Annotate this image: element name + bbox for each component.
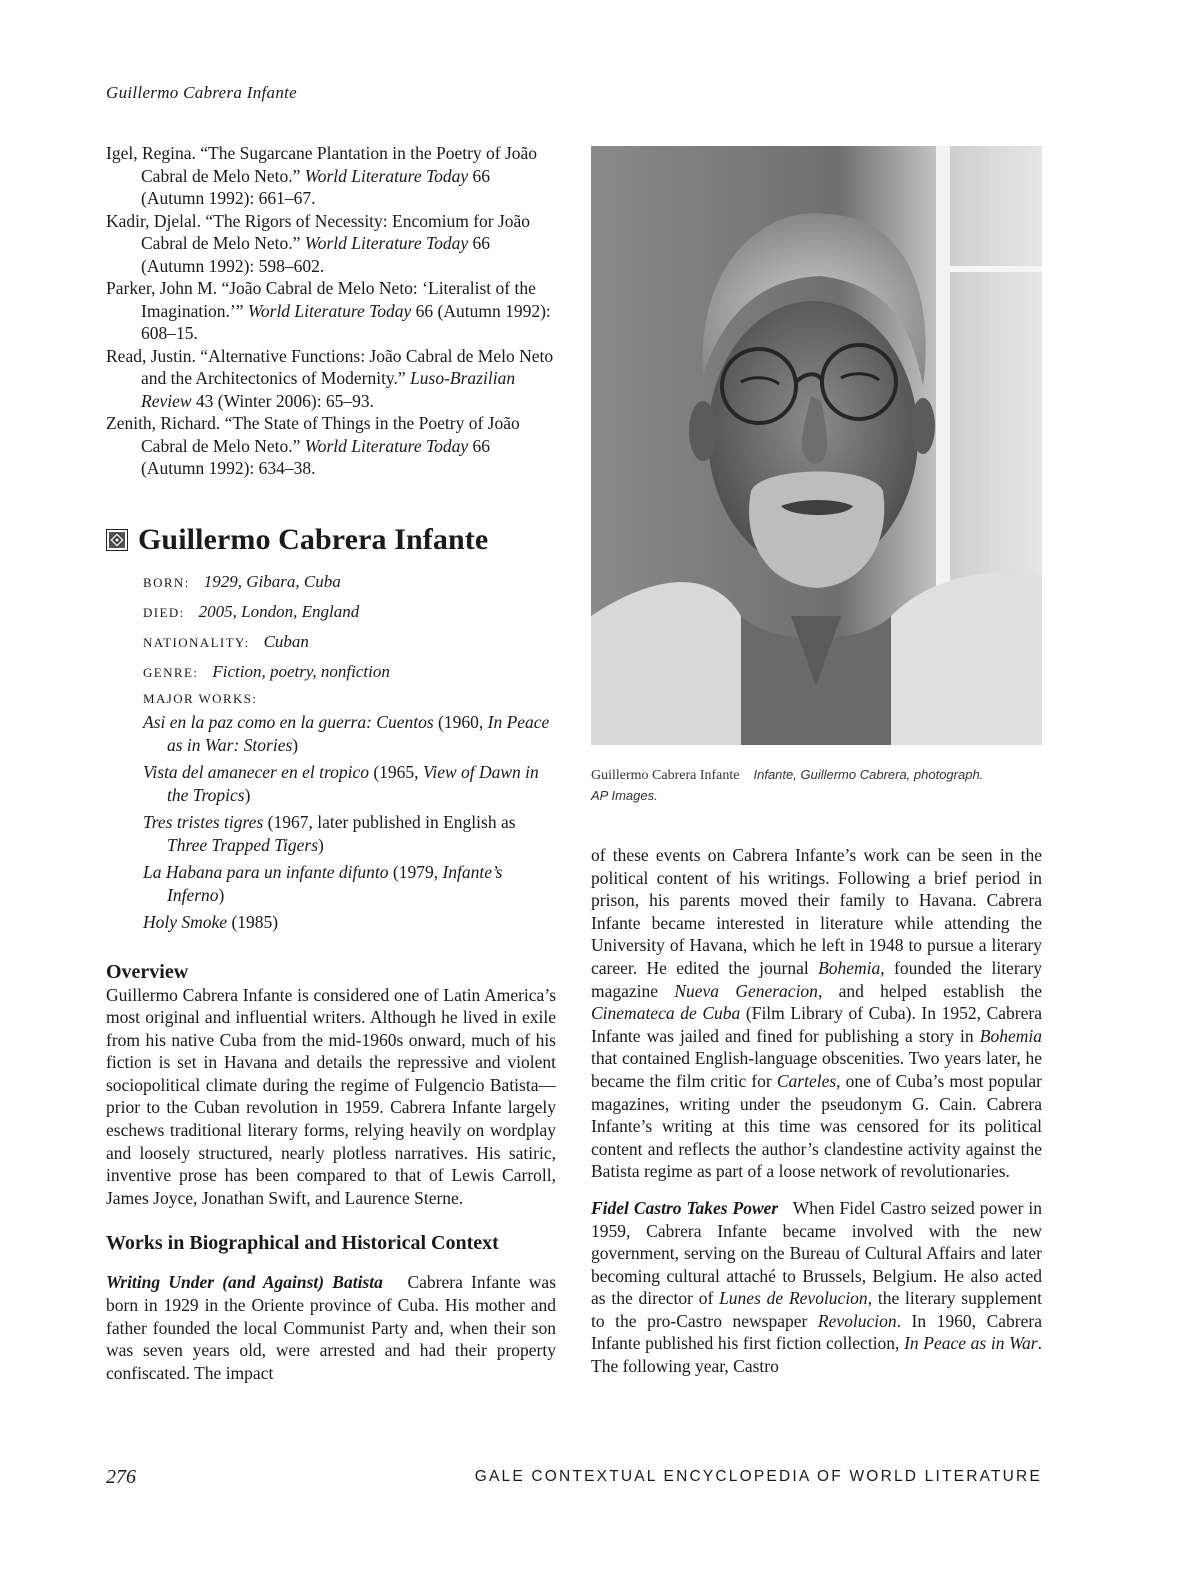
- fact-value: Fiction, poetry, nonfiction: [212, 661, 390, 681]
- fact-label: GENRE:: [143, 664, 199, 680]
- work-title: Holy Smoke: [143, 911, 228, 932]
- reference-item: [106, 210, 556, 278]
- fact-genre: [143, 661, 556, 683]
- fact-label: BORN:: [143, 574, 190, 590]
- publication-title: Nueva Generacion: [674, 980, 818, 1001]
- work-note-end: ): [244, 784, 251, 805]
- entry-heading: [106, 523, 556, 557]
- reference-journal: World Literature Today: [304, 435, 469, 456]
- work-title: Asi en la paz como en la guerra: Cuentos: [143, 711, 434, 732]
- work-note: (1985): [227, 911, 279, 932]
- reference-citation: 66 (Autumn 1992): 634–38.: [141, 435, 491, 478]
- reference-journal: World Literature Today: [304, 233, 469, 253]
- publication-title: In Peace as in War: [904, 1333, 1038, 1354]
- reference-text: Kadir, Djelal. “The Rigors of Necessity: Encomium for João Cabral de Melo Neto.”: [106, 210, 531, 253]
- fact-box: [106, 571, 556, 707]
- work-title: Vista del amanecer en el tropico: [143, 761, 369, 782]
- work-note: (1967, later published in English as: [263, 811, 516, 832]
- major-work-item: [143, 911, 556, 934]
- work-note: (1960,: [433, 711, 488, 732]
- publication-title: Bohemia: [818, 957, 881, 978]
- book-title: GALE CONTEXTUAL ENCYCLOPEDIA OF WORLD LITERATURE: [474, 1468, 1042, 1485]
- overview-text: Guillermo Cabrera Infante is considered one of Latin America’s most original and influential writers. Although he lived in exile from his native Cuba from the mid-1960s onward, much of his fiction is set in Havana and details the repressive and violent sociopolitical climate during the regime of Fulgencio Batista—prior to the Cuban revolution in 1959. Cabrera Infante largely eschews traditional literary forms, relying heavily on wordplay and loosely structured, nearly plotless narratives. His satiric, inventive prose has been compared to that of Lewis Carroll, James Joyce, Jonathan Swift, and Laurence Sterne.: [106, 984, 556, 1208]
- work-alt-title: Three Trapped Tigers: [167, 834, 319, 855]
- photo-caption: [591, 765, 1042, 806]
- right-column: [591, 146, 1042, 1378]
- major-work-item: [143, 711, 556, 757]
- fact-nationality: [143, 631, 556, 653]
- publication-title: Revolucion: [817, 1310, 897, 1331]
- work-alt-title: Infante’s Inferno: [167, 861, 503, 905]
- major-work-item: [143, 811, 556, 857]
- work-alt-title: In Peace as in War: Stories: [167, 711, 550, 755]
- reference-item: [106, 345, 556, 413]
- work-note-end: ): [218, 884, 225, 905]
- subsection-text: When Fidel Castro seized power in 1959, Cabrera Infante became involved with the new government, serving on the Bureau of Cultural Affairs and later becoming cultural attaché to Brussels, Belgium. He also acted as the director of Lunes de Revolucion, the literary supplement to the pro-Castro newspaper Revolucion. In 1960, Cabrera Infante published his first fiction collection, In Peace as in War. The following year, Castro: [591, 1197, 1042, 1377]
- major-works-label: MAJOR WORKS:: [143, 690, 258, 706]
- subsection-heading: Fidel Castro Takes Power: [591, 1197, 779, 1218]
- reference-item: [106, 142, 556, 210]
- reference-list: [106, 142, 556, 480]
- overview-heading: Overview: [106, 960, 189, 983]
- publication-title: Cinemateca de Cuba: [591, 1003, 741, 1024]
- left-column: [106, 142, 556, 1384]
- entry-emblem-icon: [106, 529, 128, 551]
- fact-value: Cuban: [263, 631, 309, 651]
- major-work-item: [143, 861, 556, 907]
- work-note-end: ): [318, 834, 324, 855]
- fact-died: [143, 601, 556, 623]
- context-text: Cabrera Infante was born in 1929 in the Oriente province of Cuba. His mother and father founded the local Communist Party and, when their son was seven years old, were arrested and had their property confiscated. The impact: [106, 1272, 557, 1383]
- subsection-heading: Writing Under (and Against) Batista: [106, 1272, 383, 1293]
- reference-text: Parker, John M. “João Cabral de Melo Neto: ‘Literalist of the Imagination.’”: [106, 278, 536, 321]
- work-title: La Habana para un infante difunto: [143, 861, 389, 882]
- context-paragraph-continued: of these events on Cabrera Infante’s work can be seen in the political content of his writings. Following a brief period in prison, his parents moved their family to Havana. Cabrera Infante became interested in literature while attending the University of Havana, which he left in 1948 to pursue a literary career. He edited the journal Bohemia, founded the literary magazine Nueva Generacion, and helped establish the Cinemateca de Cuba (Film Library of Cuba). In 1952, Cabrera Infante was jailed and fined for publishing a story in Bohemia that contained English-language obscenities. Two years later, he became the film critic for Carteles, one of Cuba’s most popular magazines, writing under the pseudonym G. Cain. Cabrera Infante’s writing at this time was censored for its political content and reflects the author’s clandestine activity against the Batista regime as part of a loose network of revolutionaries.: [591, 845, 1042, 1182]
- author-photograph: [591, 146, 1042, 745]
- work-title: Tres tristes tigres: [143, 811, 264, 832]
- reference-citation: 66 (Autumn 1992): 608–15.: [141, 300, 551, 343]
- page-number: 276: [106, 1466, 136, 1488]
- fact-born: [143, 571, 556, 593]
- reference-text: Igel, Regina. “The Sugarcane Plantation in the Poetry of João Cabral de Melo Neto.”: [106, 143, 538, 186]
- work-alt-title: View of Dawn in the Tropics: [167, 761, 539, 805]
- reference-text: Zenith, Richard. “The State of Things in the Poetry of João Cabral de Melo Neto.”: [106, 413, 520, 456]
- entry-name: Guillermo Cabrera Infante: [138, 522, 489, 556]
- major-work-item: [143, 761, 556, 807]
- fact-value: 2005, London, England: [198, 601, 360, 621]
- caption-credit: Infante, Guillermo Cabrera, photograph.: [753, 767, 984, 782]
- fact-label: DIED:: [143, 604, 185, 620]
- context-paragraph: [106, 1271, 556, 1384]
- reference-text: Read, Justin. “Alternative Functions: João Cabral de Melo Neto and the Architectonics of Modernity.”: [106, 345, 554, 388]
- major-works-list: [106, 711, 556, 934]
- reference-citation: 66 (Autumn 1992): 598–602.: [141, 233, 491, 276]
- reference-item: [106, 412, 556, 480]
- running-head: Guillermo Cabrera Infante: [106, 83, 298, 102]
- reference-journal: World Literature Today: [304, 165, 469, 186]
- subsection-paragraph: [591, 1197, 1042, 1378]
- work-note-end: ): [292, 734, 299, 755]
- right-column-text: [591, 844, 1042, 1378]
- fact-value: 1929, Gibara, Cuba: [203, 571, 341, 591]
- work-note: (1965,: [368, 761, 423, 782]
- reference-item: [106, 277, 556, 345]
- fact-label: NATIONALITY:: [143, 634, 250, 650]
- publication-title: Carteles: [776, 1070, 837, 1091]
- reference-citation: 66 (Autumn 1992): 661–67.: [141, 165, 491, 208]
- work-note: (1979,: [388, 861, 443, 882]
- context-heading: Works in Biographical and Historical Context: [106, 1232, 499, 1255]
- reference-citation: 43 (Winter 2006): 65–93.: [191, 390, 375, 411]
- caption-credit-source: AP Images.: [591, 788, 658, 803]
- reference-journal: Luso-Brazilian Review: [141, 368, 516, 411]
- publication-title: Lunes de Revolucion: [719, 1288, 868, 1309]
- reference-journal: World Literature Today: [247, 300, 412, 321]
- publication-title: Bohemia: [979, 1025, 1042, 1046]
- caption-name: Guillermo Cabrera Infante: [591, 768, 740, 783]
